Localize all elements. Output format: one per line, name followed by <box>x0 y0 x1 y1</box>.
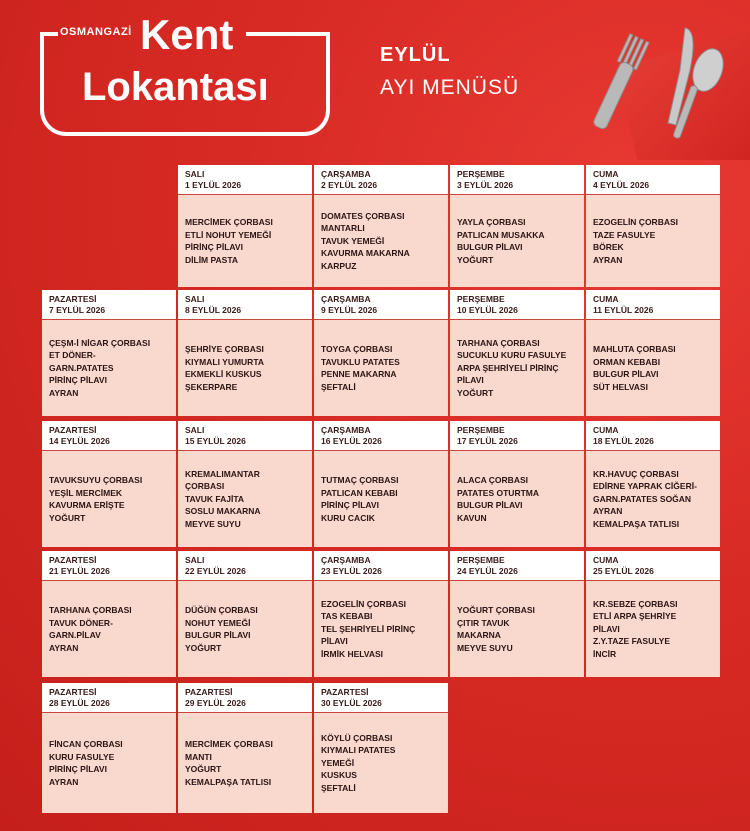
dish-item: YEŞİL MERCİMEK <box>49 487 123 498</box>
day-date: 3 EYLÜL 2026 <box>457 180 514 190</box>
dish-item: YEMEĞİ <box>321 757 355 768</box>
dish-item: ÇITIR TAVUK <box>457 617 510 628</box>
menu-day-header <box>586 290 720 320</box>
menu-day-cell <box>450 290 584 416</box>
menu-day-cell <box>178 290 312 416</box>
menu-day-header <box>314 421 448 451</box>
menu-day-cell <box>178 551 312 677</box>
menu-day-dishes <box>314 195 448 287</box>
day-date: 30 EYLÜL 2026 <box>321 698 382 708</box>
menu-day-header <box>586 165 720 195</box>
day-name: ÇARŞAMBA <box>321 294 371 304</box>
dish-item: SÜT HELVASI <box>593 381 648 392</box>
dish-item: PİRİNÇ PİLAVI <box>321 500 379 510</box>
menu-day-cell <box>586 165 720 287</box>
day-name: PAZARTESİ <box>185 687 233 697</box>
dish-item: ALACA ÇORBASI <box>457 475 528 485</box>
dish-item: TAVUKLU PATATES <box>321 356 400 367</box>
dish-item: KARPUZ <box>321 260 357 271</box>
dish-item: TAVUK YEMEĞİ <box>321 235 385 246</box>
dish-item: FİNCAN ÇORBASI <box>49 739 123 749</box>
dish-item: BULGUR PİLAVI <box>457 500 523 510</box>
menu-day-dishes <box>314 713 448 813</box>
dish-item: MAKARNA <box>457 630 501 640</box>
dish-item: TAVUK FAJİTA <box>185 493 245 504</box>
menu-day-cell <box>42 551 176 677</box>
menu-title-subtitle: AYI MENÜSÜ <box>380 76 520 99</box>
dish-item: KR.SEBZE ÇORBASI <box>593 598 678 609</box>
menu-day-header <box>178 683 312 713</box>
menu-day-header <box>178 165 312 195</box>
dish-item: ŞEHRİYE ÇORBASI <box>185 344 264 354</box>
menu-day-dishes <box>178 195 312 287</box>
dish-item: KAVUN <box>457 512 487 523</box>
menu-day-cell <box>586 290 720 416</box>
dish-item: TAVUKSUYU ÇORBASI <box>49 475 143 485</box>
logo-frame-top-right <box>246 32 330 36</box>
day-date: 22 EYLÜL 2026 <box>185 566 246 576</box>
dish-item: KREMALIMANTAR <box>185 468 260 479</box>
dish-item: MANTI <box>185 751 212 762</box>
menu-day-header <box>42 290 176 320</box>
day-date: 11 EYLÜL 2026 <box>593 305 654 315</box>
menu-day-dishes <box>42 713 176 813</box>
menu-day-dishes <box>314 581 448 677</box>
dish-item: TARHANA ÇORBASI <box>49 605 132 615</box>
menu-day-header <box>586 551 720 581</box>
dish-item: KURU CACIK <box>321 512 375 523</box>
dish-item: MERCİMEK ÇORBASI <box>185 739 273 749</box>
day-date: 29 EYLÜL 2026 <box>185 698 246 708</box>
day-name: CUMA <box>593 425 619 435</box>
dish-item: NOHUT YEMEĞİ <box>185 617 251 628</box>
day-name: SALI <box>185 294 205 304</box>
menu-day-dishes <box>450 195 584 287</box>
day-name: CUMA <box>593 555 619 565</box>
dish-item: YOĞURT <box>457 254 494 265</box>
logo-frame-top-left <box>40 32 58 36</box>
day-name: PAZARTESİ <box>49 687 97 697</box>
menu-day-dishes <box>450 581 584 677</box>
dish-item: MAHLUTA ÇORBASI <box>593 344 676 354</box>
dish-item: AYRAN <box>593 506 623 517</box>
day-date: 18 EYLÜL 2026 <box>593 436 654 446</box>
menu-day-cell <box>586 551 720 677</box>
day-date: 25 EYLÜL 2026 <box>593 566 654 576</box>
menu-day-dishes <box>450 320 584 416</box>
dish-item: PİRİNÇ PİLAVI <box>185 242 243 252</box>
brand-kent: Kent <box>140 11 234 58</box>
dish-item: YOĞURT <box>185 642 222 653</box>
day-name: ÇARŞAMBA <box>321 555 371 565</box>
dish-item: BULGUR PİLAVI <box>593 369 659 379</box>
day-date: 16 EYLÜL 2026 <box>321 436 382 446</box>
dish-item: PATATES OTURTMA <box>457 487 539 498</box>
dish-item: YOĞURT ÇORBASI <box>457 605 535 615</box>
menu-day-dishes <box>450 451 584 547</box>
menu-day-dishes <box>314 320 448 416</box>
menu-day-cell <box>178 421 312 547</box>
dish-item: ETLİ NOHUT YEMEĞİ <box>185 229 272 240</box>
dish-item: KAVURMA MAKARNA <box>321 248 410 259</box>
day-name: SALI <box>185 425 205 435</box>
dish-item: EKMEKLİ KUSKUS <box>185 369 262 379</box>
dish-item: YAYLA ÇORBASI <box>457 217 526 227</box>
dish-item: KIYMALI PATATES <box>321 745 396 756</box>
dish-item: MANTARLI <box>321 223 365 234</box>
dish-item: KÖYLÜ ÇORBASI <box>321 732 393 743</box>
day-name: CUMA <box>593 294 619 304</box>
dish-item: ORMAN KEBABI <box>593 356 661 367</box>
dish-item: İNCİR <box>593 648 617 659</box>
dish-item: GARN.PATATES <box>49 362 114 373</box>
dish-item: BÖREK <box>593 242 624 252</box>
dish-item: YOĞURT <box>185 764 222 774</box>
menu-day-dishes <box>586 451 720 547</box>
day-date: 9 EYLÜL 2026 <box>321 305 378 315</box>
brand-lokantasi: Lokantası <box>82 65 269 109</box>
day-name: ÇARŞAMBA <box>321 169 371 179</box>
menu-day-dishes <box>42 451 176 547</box>
dish-item: MEYVE SUYU <box>185 518 241 529</box>
menu-day-header <box>178 290 312 320</box>
day-date: 14 EYLÜL 2026 <box>49 436 110 446</box>
dish-item: ETLİ ARPA ŞEHRİYE <box>593 611 677 622</box>
dish-item: YOĞURT <box>49 512 86 523</box>
menu-day-dishes <box>178 320 312 416</box>
menu-day-dishes <box>314 451 448 547</box>
dish-item: AYRAN <box>49 776 79 787</box>
menu-day-header <box>42 551 176 581</box>
day-name: SALI <box>185 169 205 179</box>
day-name: PERŞEMBE <box>457 425 505 435</box>
menu-day-dishes <box>586 195 720 287</box>
menu-day-cell <box>314 551 448 677</box>
day-name: PAZARTESİ <box>321 687 369 697</box>
dish-item: ÇORBASI <box>185 481 225 492</box>
dish-item: TAS KEBABI <box>321 611 373 622</box>
menu-day-cell <box>178 683 312 813</box>
dish-item: MERCİMEK ÇORBASI <box>185 217 273 227</box>
day-name: PERŞEMBE <box>457 294 505 304</box>
dish-item: KAVURMA ERİŞTE <box>49 500 125 510</box>
dish-item: AYRAN <box>593 254 623 265</box>
dish-item: ŞEFTALİ <box>321 381 356 392</box>
dish-item: GARN.PATATES SOĞAN <box>593 493 692 504</box>
day-date: 21 EYLÜL 2026 <box>49 566 110 576</box>
dish-item: AYRAN <box>49 387 79 398</box>
dish-item: SUCUKLU KURU FASULYE <box>457 350 567 361</box>
dish-item: TOYGA ÇORBASI <box>321 344 393 354</box>
menu-day-cell <box>178 165 312 287</box>
dish-item: PİLAVI <box>321 636 348 647</box>
dish-item: ET DÖNER- <box>49 350 96 361</box>
menu-day-dishes <box>178 713 312 813</box>
menu-day-header <box>314 551 448 581</box>
menu-title-month: EYLÜL <box>380 44 451 66</box>
day-date: 24 EYLÜL 2026 <box>457 566 518 576</box>
menu-day-dishes <box>42 581 176 677</box>
day-date: 28 EYLÜL 2026 <box>49 698 110 708</box>
dish-item: KIYMALI YUMURTA <box>185 356 265 367</box>
dish-item: TEL ŞEHRİYELİ PİRİNÇ <box>321 623 416 634</box>
day-date: 15 EYLÜL 2026 <box>185 436 246 446</box>
menu-day-cell <box>314 683 448 813</box>
menu-day-cell <box>450 551 584 677</box>
dish-item: BULGUR PİLAVI <box>185 630 251 640</box>
day-name: PAZARTESİ <box>49 425 97 435</box>
day-date: 2 EYLÜL 2026 <box>321 180 378 190</box>
dish-item: ÇEŞM-İ NİGAR ÇORBASI <box>49 337 151 348</box>
dish-item: DÜĞÜN ÇORBASI <box>185 605 258 615</box>
dish-item: KR.HAVUÇ ÇORBASI <box>593 468 679 479</box>
dish-item: EZOGELİN ÇORBASI <box>321 598 407 609</box>
day-name: ÇARŞAMBA <box>321 425 371 435</box>
menu-day-header <box>314 290 448 320</box>
day-date: 4 EYLÜL 2026 <box>593 180 650 190</box>
menu-day-cell <box>42 683 176 813</box>
day-name: PERŞEMBE <box>457 169 505 179</box>
menu-day-dishes <box>178 581 312 677</box>
dish-item: EDİRNE YAPRAK CİĞERİ- <box>593 481 697 492</box>
dish-item: GARN.PİLAV <box>49 630 101 640</box>
day-date: 1 EYLÜL 2026 <box>185 180 242 190</box>
menu-day-header <box>450 165 584 195</box>
menu-day-cell <box>314 421 448 547</box>
dish-item: BULGUR PİLAVI <box>457 242 523 252</box>
dish-item: PİRİNÇ PİLAVI <box>49 375 107 386</box>
menu-day-header <box>178 551 312 581</box>
menu-day-header <box>314 165 448 195</box>
dish-item: PATLICAN MUSAKKA <box>457 229 545 240</box>
day-date: 10 EYLÜL 2026 <box>457 305 518 315</box>
day-date: 23 EYLÜL 2026 <box>321 566 382 576</box>
menu-day-cell <box>450 421 584 547</box>
menu-day-header <box>42 683 176 713</box>
dish-item: PİLAVI <box>593 623 620 634</box>
menu-day-cell <box>314 290 448 416</box>
menu-day-dishes <box>42 320 176 416</box>
day-name: SALI <box>185 555 205 565</box>
dish-item: Z.Y.TAZE FASULYE <box>593 636 670 647</box>
dish-item: SOSLU MAKARNA <box>185 506 261 517</box>
dish-item: İRMİK HELVASI <box>321 648 384 659</box>
day-date: 8 EYLÜL 2026 <box>185 305 242 315</box>
dish-item: MEYVE SUYU <box>457 642 513 653</box>
dish-item: TUTMAÇ ÇORBASI <box>321 475 399 485</box>
dish-item: KURU FASULYE <box>49 751 115 762</box>
menu-day-header <box>450 551 584 581</box>
dish-item: EZOGELİN ÇORBASI <box>593 217 679 227</box>
dish-item: AYRAN <box>49 642 79 653</box>
menu-day-dishes <box>586 581 720 677</box>
brand-district: OSMANGAZİ <box>60 26 132 38</box>
menu-day-header <box>42 421 176 451</box>
menu-day-header <box>314 683 448 713</box>
day-name: PAZARTESİ <box>49 555 97 565</box>
dish-item: ARPA ŞEHRİYELİ PİRİNÇ <box>457 362 559 373</box>
cutlery-icon <box>590 20 730 150</box>
dish-item: DOMATES ÇORBASI <box>321 210 405 221</box>
menu-day-header <box>178 421 312 451</box>
day-name: PAZARTESİ <box>49 294 97 304</box>
day-name: PERŞEMBE <box>457 555 505 565</box>
menu-day-dishes <box>178 451 312 547</box>
day-date: 7 EYLÜL 2026 <box>49 305 106 315</box>
dish-item: YOĞURT <box>457 387 494 398</box>
dish-item: KEMALPAŞA TATLISI <box>593 518 680 529</box>
dish-item: DİLİM PASTA <box>185 254 239 265</box>
menu-day-cell <box>586 421 720 547</box>
menu-day-dishes <box>586 320 720 416</box>
menu-day-header <box>450 421 584 451</box>
dish-item: PİRİNÇ PİLAVI <box>49 764 107 774</box>
dish-item: TAZE FASULYE <box>593 229 656 240</box>
menu-day-header <box>450 290 584 320</box>
day-date: 17 EYLÜL 2026 <box>457 436 518 446</box>
menu-day-cell <box>42 421 176 547</box>
dish-item: PENNE MAKARNA <box>321 369 397 379</box>
menu-day-cell <box>314 165 448 287</box>
dish-item: KUSKUS <box>321 770 357 781</box>
dish-item: ŞEFTALİ <box>321 782 356 793</box>
dish-item: PİLAVI <box>457 375 484 386</box>
menu-day-cell <box>450 165 584 287</box>
menu-day-cell <box>42 290 176 416</box>
dish-item: PATLICAN KEBABI <box>321 487 398 498</box>
menu-day-header <box>586 421 720 451</box>
dish-item: TAVUK DÖNER- <box>49 617 113 628</box>
day-name: CUMA <box>593 169 619 179</box>
dish-item: KEMALPAŞA TATLISI <box>185 776 272 787</box>
dish-item: ŞEKERPARE <box>185 381 238 392</box>
dish-item: TARHANA ÇORBASI <box>457 337 540 348</box>
